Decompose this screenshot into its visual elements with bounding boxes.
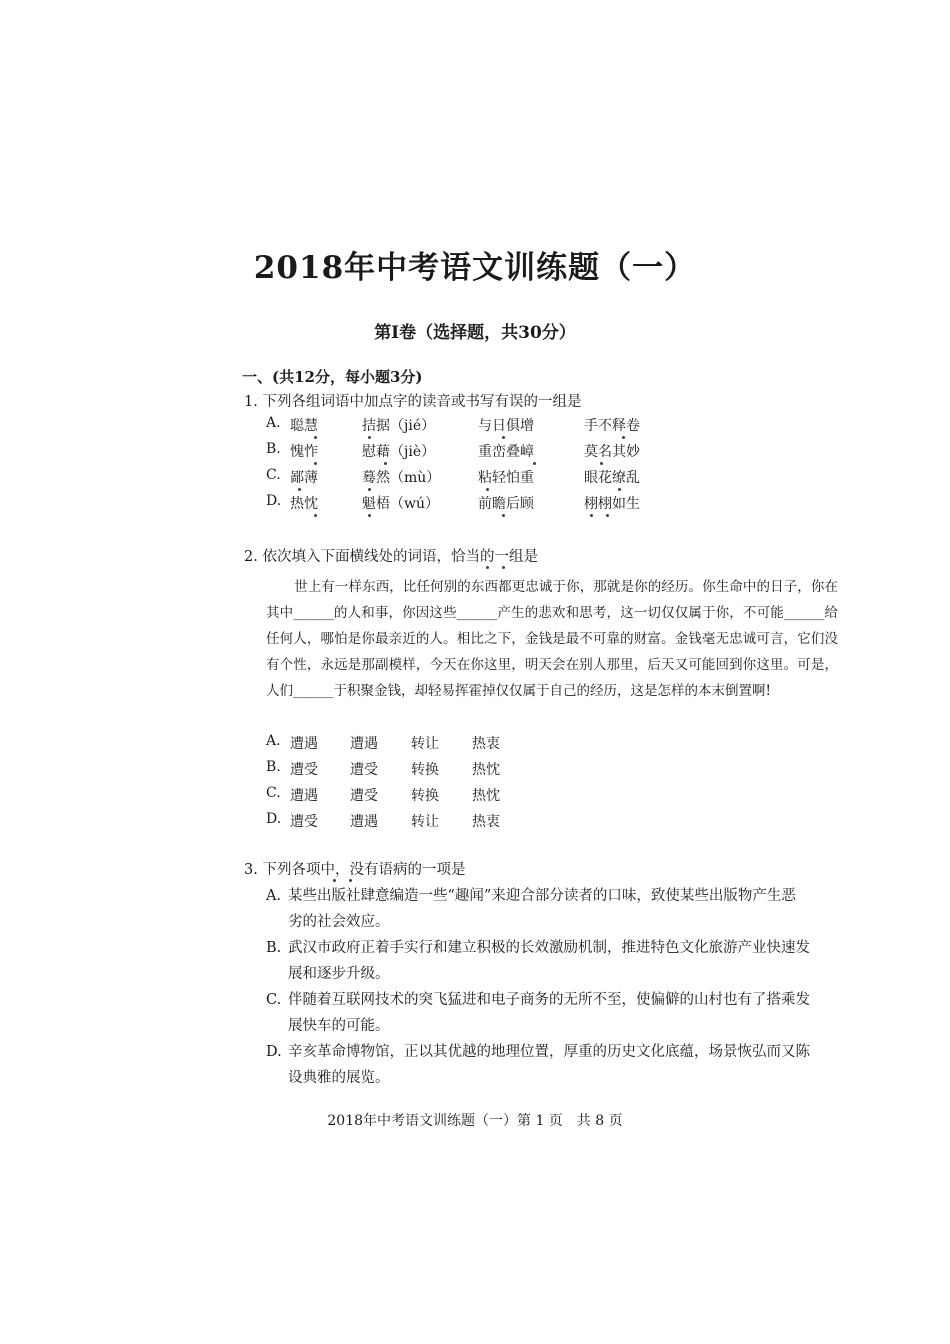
option-text: 辛亥革命博物馆，正以其优越的地理位置，厚重的历史文化底蕴，场景恢弘而又陈	[288, 1044, 810, 1060]
emphasis-dot	[600, 462, 603, 465]
emphasis-dot	[368, 436, 371, 439]
option-word: 热衷	[472, 736, 500, 752]
option-label: C.	[266, 992, 282, 1008]
question-1-stem: 1. 下列各组词语中加点字的读音或书写有误的一组是	[244, 394, 582, 410]
option-word: 热忱	[472, 762, 500, 778]
q3-option-a	[266, 883, 836, 935]
option-word: 遭遇	[290, 736, 318, 752]
option-word: 热衷	[472, 814, 500, 830]
option-label: C.	[266, 467, 281, 483]
option-label: A.	[266, 733, 281, 749]
emphasis-dot	[333, 879, 336, 882]
option-word: 栩栩如生	[584, 496, 640, 512]
emphasis-dot	[606, 514, 609, 517]
q2-option-d	[266, 811, 666, 831]
option-text-continued: 设典雅的展览。	[288, 1070, 390, 1086]
q1-option-a	[266, 415, 866, 435]
page-title: 2018年中考语文训练题（一）	[253, 250, 697, 286]
option-word: 聪慧	[290, 418, 318, 434]
option-word: 眼花缭乱	[584, 470, 640, 486]
option-word: 愧怍	[290, 444, 318, 460]
option-label: B.	[266, 940, 282, 956]
option-word: 慰藉（jiè）	[362, 444, 436, 460]
option-label: A.	[266, 888, 282, 904]
option-text-continued: 展和逐步升级。	[288, 966, 390, 982]
emphasis-dot	[502, 436, 505, 439]
option-label: B.	[266, 441, 281, 457]
q2-option-c	[266, 785, 666, 805]
option-label: D.	[266, 811, 282, 827]
option-word: 蓦然（mù）	[362, 470, 441, 486]
option-word: 与日俱增	[478, 418, 534, 434]
q3-option-c	[266, 987, 836, 1039]
q3-option-b	[266, 935, 836, 987]
option-word: 遭受	[350, 788, 378, 804]
option-text-continued: 劣的社会效应。	[288, 914, 390, 930]
emphasis-dot	[502, 514, 505, 517]
option-text: 武汉市政府正着手实行和建立积极的长效激励机制，推进特色文化旅游产业快速发	[288, 940, 810, 956]
option-word: 前瞻后顾	[478, 496, 534, 512]
option-word: 转换	[411, 762, 439, 778]
passage-text: 世上有一样东西，比任何别的东西都更忠诚于你，那就是你的经历。你生命中的日子，你在其中______的人和事，你因这些______产生的悲欢和思考，这一切仅仅属于你，不可能______给任何人，哪怕是你最亲近的人。相比之下，金钱是最不可靠的财富。金钱毫无忠诚可言，它们没有个性，永远是那副模样，今天在你这里，明天会在别人那里，后天又可能回到你这里。可是，人们______于积聚金钱，却轻易挥霍掉仅仅属于自己的经历，这是怎样的本末倒置啊!	[266, 579, 838, 699]
question-3-stem: 3. 下列各项中，没有语病的一项是	[244, 862, 466, 878]
emphasis-dot	[622, 436, 625, 439]
q1-option-b	[266, 441, 866, 461]
q1-option-c	[266, 467, 866, 487]
emphasis-dot	[502, 566, 505, 569]
q2-option-b	[266, 759, 666, 779]
option-text: 伴随着互联网技术的突飞猛进和电子商务的无所不至，使偏僻的山村也有了搭乘发	[288, 992, 810, 1008]
emphasis-dot	[314, 514, 317, 517]
option-word: 鄙薄	[290, 470, 318, 486]
option-word: 遭受	[350, 762, 378, 778]
option-word: 拮据（jié）	[362, 418, 436, 434]
volume-heading: 第Ⅰ卷（选择题，共30分）	[374, 323, 576, 343]
option-word: 手不释卷	[584, 418, 640, 434]
option-word: 遭遇	[350, 736, 378, 752]
emphasis-dot	[486, 566, 489, 569]
q3-option-d	[266, 1039, 836, 1091]
q2-option-a	[266, 733, 666, 753]
option-word: 魁梧（wú）	[362, 496, 439, 512]
option-word: 遭受	[290, 814, 318, 830]
option-label: D.	[266, 1044, 282, 1060]
emphasis-dot	[533, 462, 536, 465]
page-footer: 2018年中考语文训练题（一）第 1 页 共 8 页	[327, 1113, 623, 1129]
emphasis-dot	[368, 488, 371, 491]
emphasis-dot	[298, 488, 301, 491]
emphasis-dot	[486, 488, 489, 491]
option-word: 粘轻怕重	[478, 470, 534, 486]
option-word: 转让	[411, 814, 439, 830]
option-label: A.	[266, 415, 281, 431]
option-word: 遭遇	[290, 788, 318, 804]
question-2-stem: 2. 依次填入下面横线处的词语，恰当的一组是	[244, 549, 538, 565]
option-word: 遭遇	[350, 814, 378, 830]
option-word: 转让	[411, 736, 439, 752]
option-word: 热忱	[290, 496, 318, 512]
question-2-passage	[266, 574, 838, 704]
option-word: 热忱	[472, 788, 500, 804]
option-text: 某些出版社肆意编造一些“趣闻”来迎合部分读者的口味，致使某些出版物产生恶	[288, 888, 796, 904]
q1-option-d	[266, 493, 866, 513]
emphasis-dot	[314, 462, 317, 465]
option-label: B.	[266, 759, 281, 775]
option-text-continued: 展快车的可能。	[288, 1018, 390, 1034]
option-word: 转换	[411, 788, 439, 804]
option-label: D.	[266, 493, 282, 509]
option-word: 重峦叠嶂	[478, 444, 534, 460]
emphasis-dot	[384, 462, 387, 465]
emphasis-dot	[349, 879, 352, 882]
emphasis-dot	[618, 488, 621, 491]
emphasis-dot	[368, 514, 371, 517]
emphasis-dot	[590, 514, 593, 517]
option-label: C.	[266, 785, 281, 801]
option-word: 遭受	[290, 762, 318, 778]
section-heading: 一、(共12分，每小题3分)	[242, 368, 423, 386]
emphasis-dot	[314, 436, 317, 439]
option-word: 莫名其妙	[584, 444, 640, 460]
